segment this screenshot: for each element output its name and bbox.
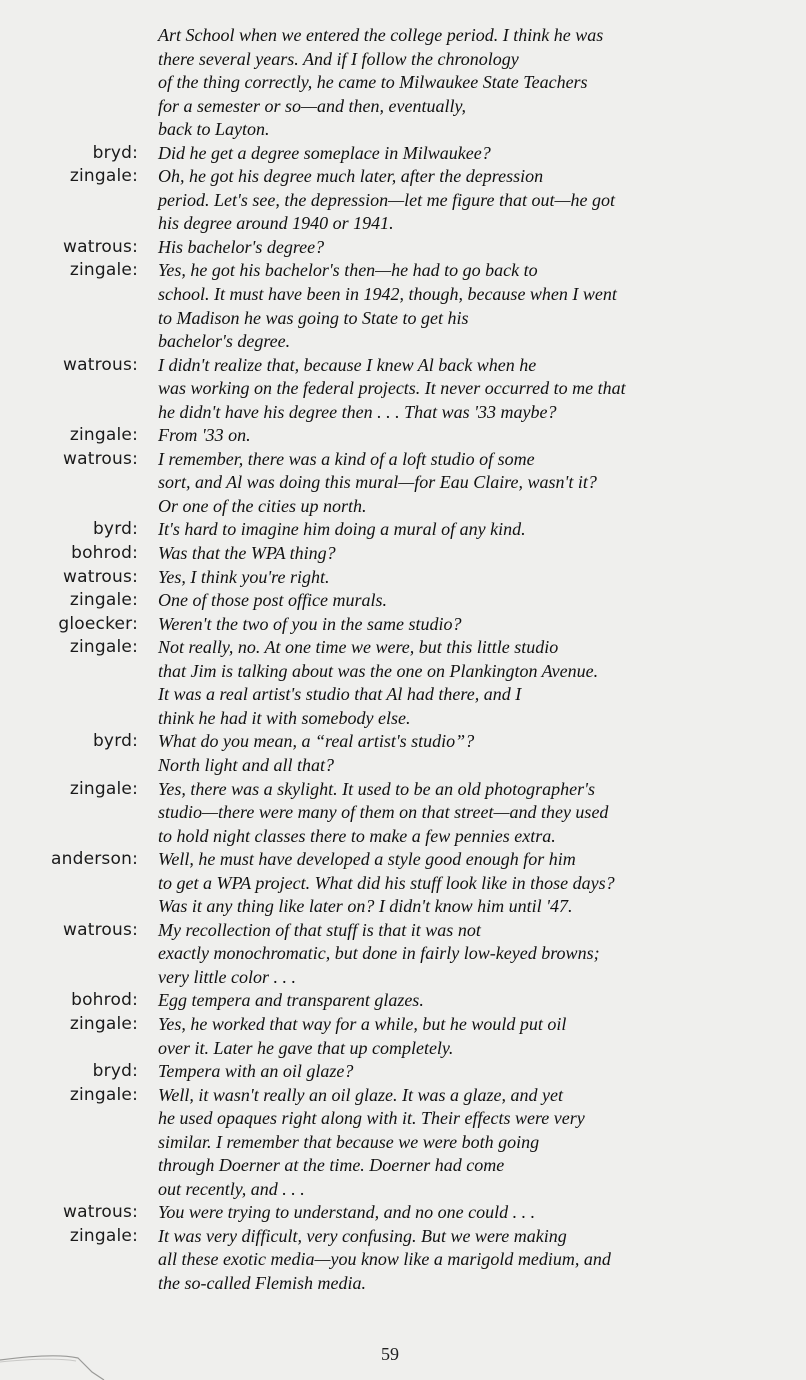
speech-line: sort, and Al was doing this mural—for Eau Claire, wasn't it? xyxy=(158,472,597,493)
page-number: 59 xyxy=(381,1344,399,1364)
transcript-entry xyxy=(0,1201,806,1225)
speech-line: Oh, he got his degree much later, after the depression xyxy=(158,166,544,187)
transcript-entry xyxy=(0,24,806,142)
speech-text xyxy=(158,1084,806,1202)
speech-line: Did he get a degree someplace in Milwaukee? xyxy=(158,142,491,163)
speech-line: over it. Later he gave that up completely. xyxy=(158,1037,454,1058)
speech-line: the so-called Flemish media. xyxy=(158,1272,366,1293)
interview-transcript xyxy=(0,24,806,1296)
speech-line: Yes, he worked that way for a while, but he would put oil xyxy=(158,1013,567,1034)
page-corner-mark xyxy=(0,1350,110,1380)
speech-line: of the thing correctly, he came to Milwaukee State Teachers xyxy=(158,72,588,93)
speech-text xyxy=(158,259,806,353)
speaker-label: watrous: xyxy=(63,236,138,257)
speech-line: studio—there were many of them on that street—and they used xyxy=(158,802,609,823)
speech-line: he used opaques right along with it. Their effects were very xyxy=(158,1108,585,1129)
transcript-entry xyxy=(0,730,806,777)
transcript-entry xyxy=(0,1060,806,1084)
speech-text xyxy=(158,919,806,990)
speech-line: It's hard to imagine him doing a mural of any kind. xyxy=(158,519,526,540)
speech-text xyxy=(158,613,806,637)
speech-line: From '33 on. xyxy=(158,425,251,446)
speaker-label: bohrod: xyxy=(71,543,138,564)
transcript-entry xyxy=(0,1084,806,1202)
speaker-label: anderson: xyxy=(51,849,138,870)
transcript-entry xyxy=(0,1013,806,1060)
speech-line: Well, it wasn't really an oil glaze. It was a glaze, and yet xyxy=(158,1084,563,1105)
speaker-label: watrous: xyxy=(63,354,138,375)
transcript-entry xyxy=(0,636,806,730)
speech-line: out recently, and . . . xyxy=(158,1178,305,1199)
speech-line: to Madison he was going to State to get his xyxy=(158,307,469,328)
speech-text xyxy=(158,589,806,613)
speech-line: was working on the federal projects. It never occurred to me that xyxy=(158,378,626,399)
speech-line: Not really, no. At one time we were, but this little studio xyxy=(158,637,559,658)
speech-line: similar. I remember that because we were both going xyxy=(158,1131,540,1152)
transcript-entry xyxy=(0,354,806,425)
speech-line: that Jim is talking about was the one on Plankington Avenue. xyxy=(158,660,599,681)
speaker-label: zingale: xyxy=(69,1013,138,1034)
speech-line: bachelor's degree. xyxy=(158,331,291,352)
transcript-entry xyxy=(0,518,806,542)
speaker-label: gloecker: xyxy=(58,613,138,634)
speech-line: Was it any thing like later on? I didn't know him until '47. xyxy=(158,896,573,917)
speech-line: very little color . . . xyxy=(158,966,296,987)
speech-text xyxy=(158,24,806,142)
speech-line: Tempera with an oil glaze? xyxy=(158,1061,354,1082)
transcript-entry xyxy=(0,919,806,990)
speech-text xyxy=(158,424,806,448)
speaker-label: zingale: xyxy=(69,590,138,611)
speech-line: to get a WPA project. What did his stuff look like in those days? xyxy=(158,872,615,893)
transcript-entry xyxy=(0,848,806,919)
speech-line: You were trying to understand, and no one could . . . xyxy=(158,1202,536,1223)
speech-line: Weren't the two of you in the same studio? xyxy=(158,613,462,634)
speech-text xyxy=(158,730,806,777)
speech-line: back to Layton. xyxy=(158,119,270,140)
speech-text xyxy=(158,636,806,730)
transcript-entry xyxy=(0,259,806,353)
transcript-entry xyxy=(0,236,806,260)
speech-line: school. It must have been in 1942, though, because when I went xyxy=(158,284,617,305)
speech-line: there several years. And if I follow the chronology xyxy=(158,48,519,69)
speaker-label: zingale: xyxy=(69,425,138,446)
transcript-entry xyxy=(0,589,806,613)
speech-line: Was that the WPA thing? xyxy=(158,543,336,564)
speech-line: His bachelor's degree? xyxy=(158,236,325,257)
transcript-entry xyxy=(0,566,806,590)
speech-text xyxy=(158,165,806,236)
transcript-entry xyxy=(0,424,806,448)
speaker-label: bryd: xyxy=(92,1061,138,1082)
speech-text xyxy=(158,542,806,566)
speech-line: Yes, he got his bachelor's then—he had to go back to xyxy=(158,260,538,281)
speech-text xyxy=(158,142,806,166)
speech-line: he didn't have his degree then . . . That was '33 maybe? xyxy=(158,401,557,422)
speaker-label: zingale: xyxy=(69,1225,138,1246)
speech-text xyxy=(158,236,806,260)
speech-line: think he had it with somebody else. xyxy=(158,707,411,728)
speaker-label: watrous: xyxy=(63,1202,138,1223)
speech-text xyxy=(158,848,806,919)
speech-line: It was very difficult, very confusing. But we were making xyxy=(158,1225,567,1246)
speech-line: I remember, there was a kind of a loft studio of some xyxy=(158,448,535,469)
speaker-label: bohrod: xyxy=(71,990,138,1011)
transcript-entry xyxy=(0,1225,806,1296)
transcript-entry xyxy=(0,448,806,519)
transcript-entry xyxy=(0,165,806,236)
speech-line: Art School when we entered the college period. I think he was xyxy=(158,25,604,45)
transcript-entry xyxy=(0,613,806,637)
speech-text xyxy=(158,989,806,1013)
transcript-entry xyxy=(0,989,806,1013)
speech-text xyxy=(158,778,806,849)
speaker-label: byrd: xyxy=(92,519,138,540)
speech-text xyxy=(158,1013,806,1060)
speech-text xyxy=(158,1225,806,1296)
speech-text xyxy=(158,354,806,425)
speech-line: It was a real artist's studio that Al had there, and I xyxy=(158,684,522,705)
speaker-label: zingale: xyxy=(69,260,138,281)
speaker-label: zingale: xyxy=(69,1084,138,1105)
speech-line: My recollection of that stuff is that it was not xyxy=(158,919,481,940)
speaker-label: zingale: xyxy=(69,637,138,658)
speech-line: One of those post office murals. xyxy=(158,590,387,611)
speech-line: Well, he must have developed a style good enough for him xyxy=(158,849,576,870)
speaker-label: watrous: xyxy=(63,566,138,587)
speech-line: through Doerner at the time. Doerner had come xyxy=(158,1155,505,1176)
transcript-entry xyxy=(0,542,806,566)
speech-line: all these exotic media—you know like a marigold medium, and xyxy=(158,1249,611,1270)
speech-text xyxy=(158,448,806,519)
speech-line: his degree around 1940 or 1941. xyxy=(158,213,394,234)
speech-line: period. Let's see, the depression—let me figure that out—he got xyxy=(158,189,615,210)
speech-line: for a semester or so—and then, eventually, xyxy=(158,95,466,116)
speech-text xyxy=(158,566,806,590)
transcript-entry xyxy=(0,778,806,849)
speaker-label: zingale: xyxy=(69,166,138,187)
speaker-label: watrous: xyxy=(63,448,138,469)
speech-line: What do you mean, a “real artist's studio”? xyxy=(158,731,475,752)
speaker-label: zingale: xyxy=(69,778,138,799)
speech-line: Yes, there was a skylight. It used to be an old photographer's xyxy=(158,778,596,799)
speaker-label: bryd: xyxy=(92,142,138,163)
speech-line: Egg tempera and transparent glazes. xyxy=(158,990,424,1011)
speech-line: exactly monochromatic, but done in fairly low-keyed browns; xyxy=(158,943,600,964)
speech-text xyxy=(158,1201,806,1225)
speaker-label: watrous: xyxy=(63,919,138,940)
transcript-entry xyxy=(0,142,806,166)
speech-line: North light and all that? xyxy=(158,754,335,775)
speech-text xyxy=(158,518,806,542)
speech-text xyxy=(158,1060,806,1084)
speaker-label: byrd: xyxy=(92,731,138,752)
speech-line: to hold night classes there to make a few pennies extra. xyxy=(158,825,556,846)
speech-line: Yes, I think you're right. xyxy=(158,566,330,587)
speech-line: Or one of the cities up north. xyxy=(158,495,367,516)
speech-line: I didn't realize that, because I knew Al back when he xyxy=(158,354,537,375)
